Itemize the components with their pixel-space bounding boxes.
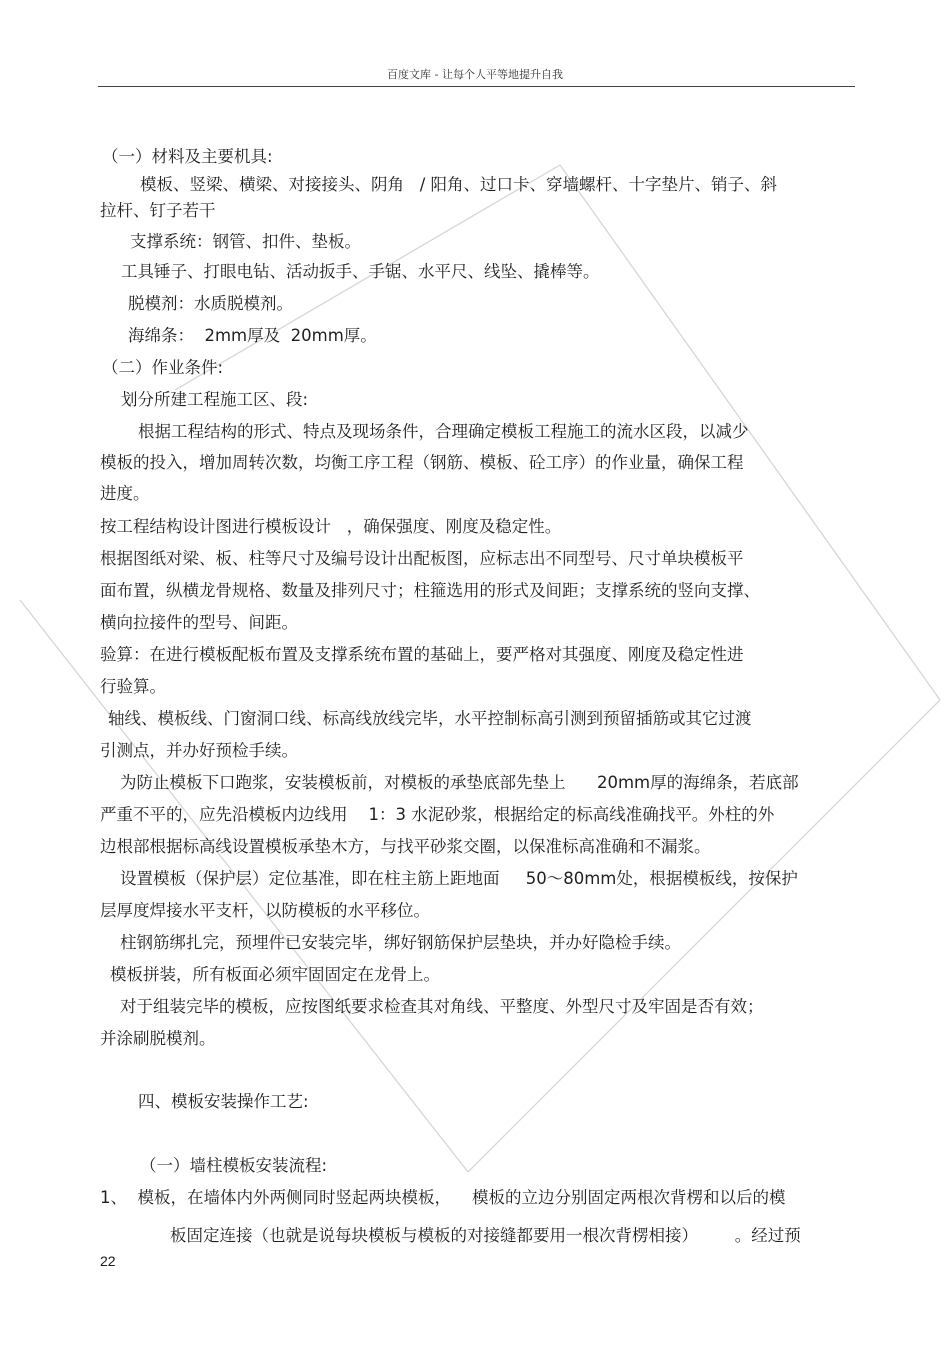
text-line: 脱模剂：水质脱模剂。 bbox=[128, 294, 293, 313]
list-item: 1、 模板，在墙体内外两侧同时竖起两块模板， 模板的立边分别固定两根次背楞和以后的模 bbox=[100, 1188, 786, 1207]
text-line: 按工程结构设计图进行模板设计 ，确保强度、刚度及稳定性。 bbox=[100, 517, 562, 536]
text-line: 工具锤子、打眼电钻、活动扳手、手锯、水平尺、线坠、撬棒等。 bbox=[121, 262, 600, 281]
text-line: 模板拼装，所有板面必须牢固固定在龙骨上。 bbox=[110, 965, 440, 984]
text-line: 严重不平的，应先沿模板内边线用 1：3 水泥砂浆，根据给定的标高线准确找平。外柱的外 bbox=[100, 805, 775, 824]
text-line: 对于组装完毕的模板，应按图纸要求检查其对角线、平整度、外型尺寸及牢固是否有效； bbox=[120, 997, 764, 1016]
text-line: 板固定连接（也就是说每块模板与模板的对接缝都要用一根次背楞相接） 。经过预 bbox=[170, 1226, 801, 1245]
header-rule bbox=[98, 86, 855, 87]
text-line: 面布置，纵横龙骨规格、数量及排列尺寸；柱箍选用的形式及间距；支撑系统的竖向支撑、 bbox=[100, 581, 760, 600]
section-title-flow: （一）墙柱模板安装流程: bbox=[140, 1156, 328, 1175]
text-line: 横向拉接件的型号、间距。 bbox=[100, 613, 298, 632]
text-line: 层厚度焊接水平支杆，以防模板的水平移位。 bbox=[100, 901, 430, 920]
text-line: 验算：在进行模板配板布置及支撑系统布置的基础上，要严格对其强度、刚度及稳定性进 bbox=[100, 645, 744, 664]
text-line: 为防止模板下口跑浆，安装模板前，对模板的承垫底部先垫上 20mm厚的海绵条，若底部 bbox=[120, 773, 799, 792]
page-header: 百度文库 - 让每个人平等地提升自我 bbox=[387, 68, 563, 81]
text-line: 划分所建工程施工区、段: bbox=[121, 390, 309, 409]
page-number: 22 bbox=[100, 1253, 116, 1269]
text-line: 进度。 bbox=[100, 484, 150, 503]
text-line: 边根部根据标高线设置模板承垫木方，与找平砂浆交圈，以保准标高准确和不漏浆。 bbox=[100, 837, 711, 856]
text-line: 海绵条： 2mm厚及 20mm厚。 bbox=[128, 326, 377, 345]
text-line: 轴线、模板线、门窗洞口线、标高线放线完毕，水平控制标高引测到预留插筋或其它过渡 bbox=[108, 709, 752, 728]
section-heading: 四、模板安装操作工艺: bbox=[138, 1092, 309, 1111]
text-line: 引测点，并办好预检手续。 bbox=[100, 741, 298, 760]
text-line: 根据图纸对梁、板、柱等尺寸及编号设计出配板图，应标志出不同型号、尺寸单块模板平 bbox=[100, 549, 744, 568]
text-line: 柱钢筋绑扎完，预埋件已安装完毕，绑好钢筋保护层垫块，并办好隐检手续。 bbox=[120, 933, 681, 952]
text-line: 模板、竖梁、横梁、对接接头、阴角 / 阳角、过口卡、穿墙螺杆、十字垫片、销子、斜 bbox=[140, 175, 778, 194]
text-line: 设置模板（保护层）定位基准，即在柱主筋上距地面 50～80mm处，根据模板线，按保护 bbox=[120, 869, 798, 888]
text-line: 模板的投入，增加周转次数，均衡工序工程（钢筋、模板、砼工序）的作业量，确保工程 bbox=[100, 453, 744, 472]
text-line: 并涂刷脱模剂。 bbox=[100, 1029, 216, 1048]
text-line: 根据工程结构的形式、特点及现场条件，合理确定模板工程施工的流水区段，以减少 bbox=[138, 422, 749, 441]
text-line: 拉杆、钉子若干 bbox=[100, 201, 216, 220]
text-line: 支撑系统：钢管、扣件、垫板。 bbox=[130, 232, 361, 251]
section-title-materials: （一）材料及主要机具: bbox=[102, 147, 273, 166]
section-title-conditions: （二）作业条件: bbox=[102, 358, 224, 377]
text-line: 行验算。 bbox=[100, 677, 166, 696]
